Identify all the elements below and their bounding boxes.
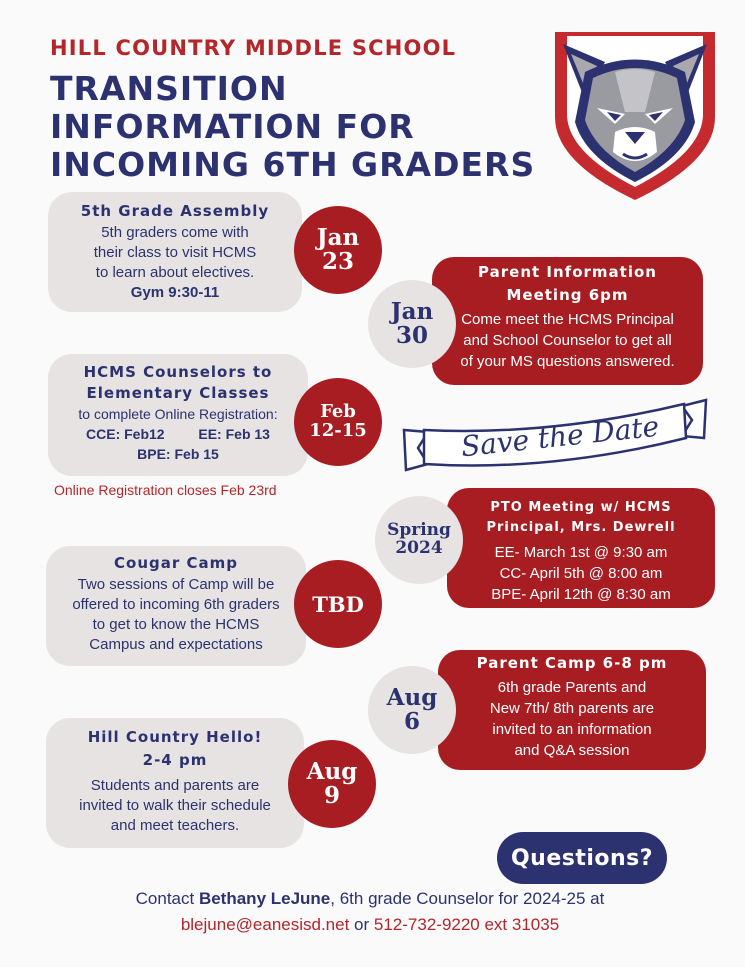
hello-line-3: and meet teachers. bbox=[110, 817, 240, 834]
pto-line-3: BPE- April 12th @ 8:30 am bbox=[491, 586, 671, 603]
questions-badge: Questions? bbox=[497, 832, 667, 884]
counselors-heading-2: Elementary Classes bbox=[86, 384, 270, 402]
counselors-card bbox=[48, 354, 308, 476]
counselors-line-1: to complete Online Registration: bbox=[78, 406, 278, 422]
parent-camp-line-4: and Q&A session bbox=[514, 742, 630, 759]
parent-camp-date-day: 6 bbox=[403, 708, 420, 735]
assembly-line-1: 5th graders come with bbox=[101, 224, 249, 241]
cougar-camp-heading: Cougar Camp bbox=[114, 554, 238, 572]
assembly-heading: 5th Grade Assembly bbox=[80, 202, 270, 220]
cougar-camp-card bbox=[46, 546, 306, 666]
pto-heading-1: PTO Meeting w/ HCMS bbox=[490, 500, 672, 515]
parent-info-date-month: Jan bbox=[390, 297, 434, 325]
assembly-date-month: Jan bbox=[316, 223, 360, 251]
assembly-detail: Gym 9:30-11 bbox=[130, 284, 220, 301]
parent-info-date-badge bbox=[368, 280, 456, 368]
counselors-schedule-cce: CCE: Feb12 bbox=[86, 426, 165, 442]
school-name: HILL COUNTRY MIDDLE SCHOOL bbox=[50, 36, 457, 60]
pto-date-year: 2024 bbox=[395, 538, 443, 558]
cougar-camp-line-1: Two sessions of Camp will be bbox=[77, 576, 275, 593]
page-title bbox=[50, 70, 540, 184]
cougar-camp-line-3: to get to know the HCMS bbox=[92, 616, 260, 633]
pto-date-season: Spring bbox=[387, 520, 451, 541]
contact-prefix: Contact bbox=[135, 889, 199, 908]
counselors-date-month: Feb bbox=[320, 401, 356, 423]
pto-card bbox=[447, 488, 715, 608]
cougar-camp-line-2: offered to incoming 6th graders bbox=[72, 596, 280, 613]
cougar-mascot-icon bbox=[545, 22, 725, 204]
parent-camp-date-badge bbox=[368, 666, 456, 754]
counselors-date-badge bbox=[294, 378, 382, 466]
parent-info-heading-1: Parent Information bbox=[478, 263, 657, 281]
hello-heading-1: Hill Country Hello! bbox=[87, 728, 263, 746]
assembly-line-2: their class to visit HCMS bbox=[93, 244, 257, 261]
hello-heading-2: 2-4 pm bbox=[142, 751, 208, 769]
assembly-line-3: to learn about electives. bbox=[95, 264, 255, 281]
contact-or: or bbox=[349, 915, 374, 934]
hello-date-day: 9 bbox=[323, 782, 340, 809]
title-line-1: TRANSITION bbox=[50, 69, 288, 108]
counselors-heading-1: HCMS Counselors to bbox=[83, 363, 273, 381]
pto-heading-2: Principal, Mrs. Dewrell bbox=[486, 520, 676, 535]
assembly-card bbox=[48, 192, 302, 312]
contact-name: Bethany LeJune bbox=[198, 889, 331, 908]
pto-line-2: CC- April 5th @ 8:00 am bbox=[499, 565, 663, 582]
save-the-date-text: Save the Date bbox=[459, 409, 661, 464]
parent-camp-card bbox=[438, 650, 706, 770]
cougar-camp-date-badge bbox=[294, 560, 382, 648]
hello-line-1: Students and parents are bbox=[90, 777, 260, 794]
parent-info-date-day: 30 bbox=[395, 322, 428, 349]
assembly-date-badge bbox=[294, 206, 382, 294]
parent-info-line-2: and School Counselor to get all bbox=[463, 332, 672, 349]
parent-camp-date-month: Aug bbox=[386, 683, 438, 711]
parent-camp-line-3: invited to an information bbox=[492, 721, 652, 738]
parent-info-line-1: Come meet the HCMS Principal bbox=[461, 311, 674, 328]
cougar-camp-date: TBD bbox=[312, 591, 364, 617]
contact-phone: 512-732-9220 ext 31035 bbox=[373, 915, 560, 934]
hello-date-month: Aug bbox=[306, 757, 358, 785]
title-line-2: INFORMATION FOR bbox=[50, 107, 415, 146]
parent-info-line-3: of your MS questions answered. bbox=[460, 353, 675, 370]
assembly-date-day: 23 bbox=[321, 248, 354, 275]
hello-date-badge bbox=[288, 740, 376, 828]
hello-line-2: invited to walk their schedule bbox=[79, 797, 271, 814]
pto-line-1: EE- March 1st @ 9:30 am bbox=[494, 544, 668, 561]
pto-date-badge bbox=[375, 496, 463, 584]
parent-camp-line-2: New 7th/ 8th parents are bbox=[489, 700, 655, 717]
parent-camp-heading: Parent Camp 6-8 pm bbox=[476, 654, 668, 672]
title-line-3: INCOMING 6TH GRADERS bbox=[50, 145, 536, 184]
contact-suffix: , 6th grade Counselor for 2024-25 at bbox=[330, 889, 605, 908]
registration-note: Online Registration closes Feb 23rd bbox=[54, 482, 277, 498]
counselors-schedule-bpe: BPE: Feb 15 bbox=[137, 446, 219, 462]
contact-email-link[interactable]: blejune@eanesisd.net bbox=[180, 915, 350, 934]
parent-camp-line-1: 6th grade Parents and bbox=[497, 679, 647, 696]
counselors-schedule-ee: EE: Feb 13 bbox=[198, 426, 270, 442]
cougar-camp-line-4: Campus and expectations bbox=[89, 636, 263, 653]
hello-card bbox=[46, 718, 304, 848]
counselors-date-day: 12-15 bbox=[309, 420, 367, 441]
parent-info-heading-2: Meeting 6pm bbox=[506, 286, 629, 304]
save-the-date-banner bbox=[400, 390, 710, 490]
parent-info-card bbox=[432, 257, 703, 385]
contact-info bbox=[60, 886, 680, 938]
